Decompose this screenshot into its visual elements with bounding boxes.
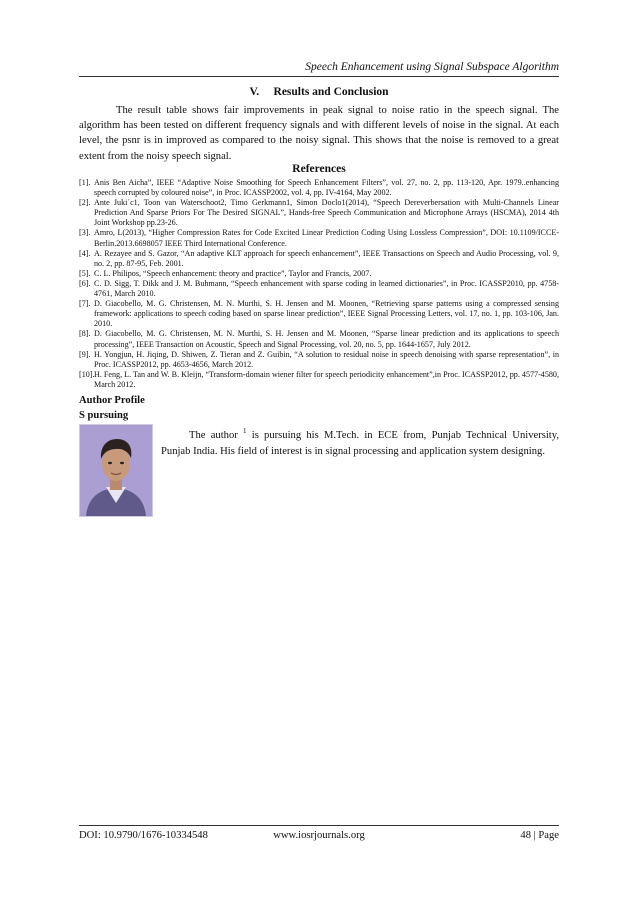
bio-start: The author <box>189 430 244 441</box>
reference-number: [2]. <box>79 198 91 208</box>
reference-text: C. D. Sigg, T. Dikk and J. M. Buhmann, “Speech enhancement with sparse coding in learned dictionaries”, in Proc. ICASSP2010, pp. 4758-4761, March 2010. <box>94 278 559 299</box>
reference-item <box>79 279 559 299</box>
reference-number: [8]. <box>79 329 91 339</box>
reference-item <box>79 249 559 269</box>
conclusion-paragraph: The result table shows fair improvements in peak signal to noise ratio in the speech signal. The algorithm has been tested on different frequency signals and with different levels of noise in the signal. At each level, the psnr is in improved as compared to the noisy signal. This shows that the noise is removed to a great extent from the noisy speech signal. <box>79 105 559 162</box>
reference-item <box>79 228 559 248</box>
reference-text: A. Rezayee and S. Gazor, “An adaptive KLT approach for speech enhancement”, IEEE Transactions on Speech and Audio Processing, vol. 9, no. 2, pp. 87-95, Feb. 2001. <box>94 248 559 268</box>
author-bio <box>161 428 559 459</box>
bio-rest: is pursuing his M.Tech. in ECE from, Punjab Technical University, Punjab India. His field of interest is in signal processing and application system designing. <box>161 430 559 457</box>
reference-item <box>79 329 559 349</box>
reference-number: [9]. <box>79 349 91 359</box>
footer-doi: DOI: 10.9790/1676-10334548 <box>79 830 208 841</box>
author-portrait-icon <box>80 425 152 516</box>
section-title: V. Results and Conclusion <box>249 86 389 98</box>
reference-text: Anis Ben Aicha”, IEEE “Adaptive Noise Smoothing for Speech Enhancement Filters”, vol. 27, no. 2, pp. 113-120, Apr. 1979..enhancing speech corrupted by coloured noise”, in Proc. ICASSP2002, vol. 4, pp. IV-4164, May 2002. <box>94 178 559 198</box>
author-name: S pursuing <box>79 410 129 421</box>
reference-text: H. Feng, L. Tan and W. B. Kleijn, “Transform-domain wiener filter for speech periodicity enhancement”,in Proc. ICASSP2012, pp. 4577-4580, March 2012. <box>94 369 559 389</box>
reference-number: [5]. <box>79 268 91 278</box>
reference-item <box>79 269 559 279</box>
reference-item <box>79 350 559 370</box>
reference-number: [7]. <box>79 299 91 309</box>
reference-item <box>79 178 559 198</box>
reference-text: C. L. Philipos, “Speech enhancement: theory and practice”, Taylor and Francis, 2007. <box>94 268 372 278</box>
footer-website: www.iosrjournals.org <box>273 830 365 841</box>
header-rule <box>79 76 559 77</box>
reference-item <box>79 299 559 329</box>
reference-text: D. Giacobello, M. G. Christensen, M. N. Murthi, S. H. Jensen and M. Moonen, “Sparse linear prediction and its applications to speech processing”, IEEE Transaction on Acoustic, Speech and Signal Processing, vol. 20, no. 5, pp. 1644-1657, July 2012. <box>94 329 559 349</box>
reference-number: [1]. <box>79 178 91 187</box>
reference-number: [4]. <box>79 248 91 258</box>
reference-item <box>79 198 559 228</box>
reference-number: [6]. <box>79 278 91 288</box>
author-profile-title: Author Profile <box>79 395 145 406</box>
running-header: Speech Enhancement using Signal Subspace Algorithm <box>305 61 559 73</box>
references-title: References <box>292 163 346 175</box>
reference-text: H. Yongjun, H. Jiqing, D. Shiwen, Z. Tieran and Z. Guibin, “A solution to residual noise in speech denoising with sparse representation”, in Proc. ICASSP2012, pp. 4653-4656, March 2012. <box>94 349 559 369</box>
author-photo <box>79 424 153 517</box>
reference-text: Ante Juki´c1, Toon van Waterschoot2, Timo Gerkmann1, Simon Doclo1(2014), “Speech Dereverbersation with Multi-Channels Linear Prediction And Sparse Priors For The Desired SIGNAL”, Hands-free Speech Communication and Microphone Arrays (HSCMA), 2014 4th Joint Workshop pp.23-26. <box>94 198 559 228</box>
author-footnote-marker: 1 <box>243 427 247 435</box>
reference-text: D. Giacobello, M. G. Christensen, M. N. Murthi, S. H. Jensen and M. Moonen, “Retrieving sparse patterns using a compressed sensing framework: applications to speech coding based on sparse linear prediction”, IEEE Signal Processing Letters, vol. 17, no. 1, pp. 103-106, Jan. 2010. <box>94 299 559 329</box>
author-profile-heading <box>79 393 145 423</box>
reference-text: Amro, L(2013), “Higher Compression Rates for Code Excited Linear Prediction Coding Using Lossless Compression”, DOI: 10.1109/ICCE-Berlin.2013.6698057 IEEE Third International Conference. <box>94 228 559 248</box>
reference-number: [3]. <box>79 228 91 238</box>
footer-page-number: 48 | Page <box>520 830 559 841</box>
reference-number: [10]. <box>79 369 95 379</box>
reference-list <box>79 178 559 390</box>
footer-rule <box>79 825 559 826</box>
reference-item <box>79 370 559 390</box>
